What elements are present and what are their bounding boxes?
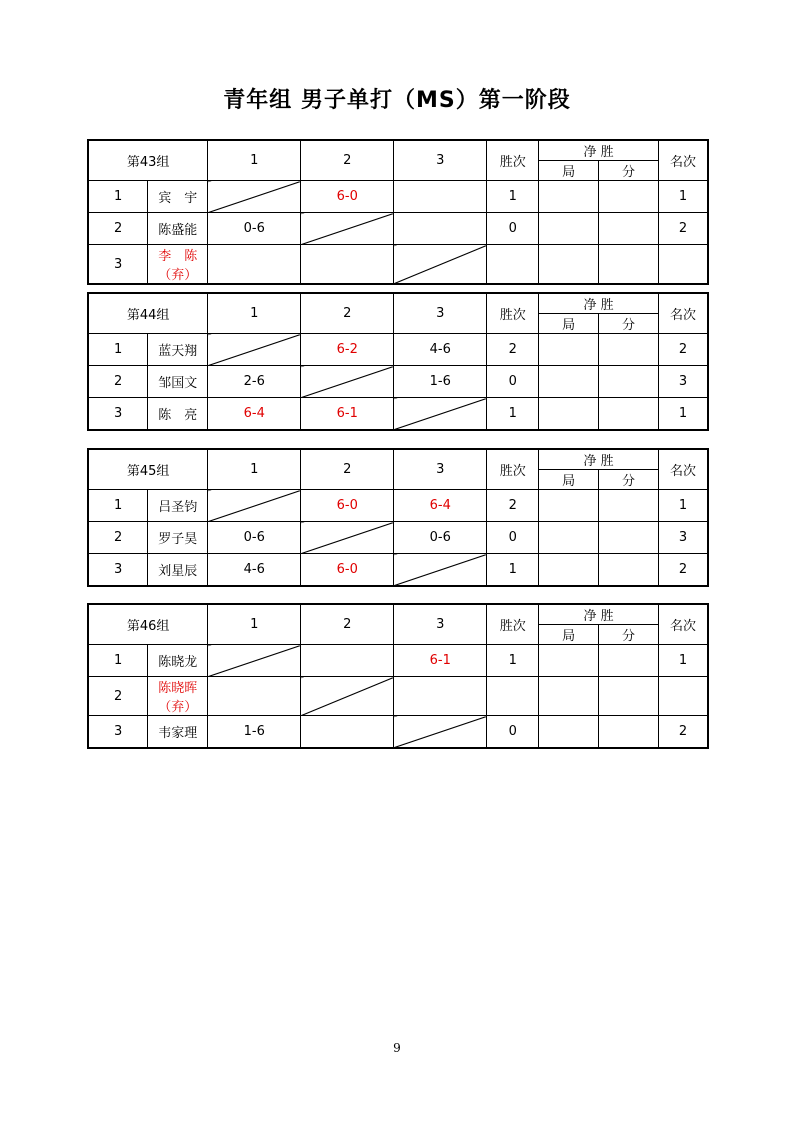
- wins-cell: 1: [487, 181, 539, 213]
- score-cell: [208, 677, 301, 716]
- net-points-cell: [599, 245, 659, 285]
- score-cell: 4-6: [208, 554, 301, 587]
- page-title: 青年组 男子单打（MS）第一阶段: [223, 88, 571, 113]
- score-cell: 6-4: [394, 490, 487, 522]
- rank-cell: 1: [659, 398, 709, 431]
- score-cell: [394, 677, 487, 716]
- rank-header: 名次: [659, 604, 709, 645]
- net-title: 净 胜: [539, 450, 658, 470]
- net-points-cell: [599, 554, 659, 587]
- rank-cell: 1: [659, 490, 709, 522]
- diagonal-cell: [301, 366, 394, 398]
- column-header: 1: [208, 449, 301, 490]
- rank-cell: 1: [659, 645, 709, 677]
- score-cell: 0-6: [208, 213, 301, 245]
- player-name: 陈晓晖（弃）: [148, 677, 208, 716]
- net-games-cell: [539, 366, 599, 398]
- group-table: [87, 448, 709, 587]
- net-games-header: 局: [539, 314, 599, 333]
- net-header: [539, 140, 659, 181]
- group-header-row: [88, 293, 708, 334]
- column-header: 3: [394, 604, 487, 645]
- net-points-cell: [599, 366, 659, 398]
- net-games-cell: [539, 522, 599, 554]
- score-cell: [301, 716, 394, 749]
- diagonal-cell: [394, 716, 487, 749]
- wins-header: 胜次: [487, 140, 539, 181]
- group-header-row: [88, 604, 708, 645]
- player-name: 李 陈（弃）: [148, 245, 208, 285]
- rank-header: 名次: [659, 140, 709, 181]
- diagonal-cell: [208, 334, 301, 366]
- group-label: 第44组: [88, 293, 208, 334]
- net-points-cell: [599, 677, 659, 716]
- net-games-header: 局: [539, 625, 599, 644]
- player-row: [88, 716, 708, 749]
- seed-number: 3: [88, 716, 148, 749]
- rank-cell: 3: [659, 366, 709, 398]
- score-cell: 6-4: [208, 398, 301, 431]
- seed-number: 2: [88, 677, 148, 716]
- column-header: 3: [394, 449, 487, 490]
- net-games-cell: [539, 677, 599, 716]
- player-row: [88, 677, 708, 716]
- net-header: [539, 449, 659, 490]
- diagonal-cell: [208, 645, 301, 677]
- player-row: [88, 645, 708, 677]
- column-header: 2: [301, 140, 394, 181]
- group-label: 第46组: [88, 604, 208, 645]
- net-points-cell: [599, 181, 659, 213]
- net-games-header: 局: [539, 470, 599, 489]
- player-name: 吕圣钧: [148, 490, 208, 522]
- rank-cell: 2: [659, 554, 709, 587]
- score-cell: 1-6: [208, 716, 301, 749]
- score-cell: [301, 645, 394, 677]
- score-cell: [394, 213, 487, 245]
- net-games-cell: [539, 716, 599, 749]
- seed-number: 3: [88, 245, 148, 285]
- wins-cell: 0: [487, 716, 539, 749]
- net-points-cell: [599, 490, 659, 522]
- score-cell: 6-1: [394, 645, 487, 677]
- rank-header: 名次: [659, 293, 709, 334]
- seed-number: 2: [88, 366, 148, 398]
- column-header: 2: [301, 604, 394, 645]
- column-header: 2: [301, 293, 394, 334]
- wins-cell: [487, 677, 539, 716]
- group-label: 第45组: [88, 449, 208, 490]
- score-cell: [394, 181, 487, 213]
- column-header: 3: [394, 140, 487, 181]
- diagonal-cell: [301, 522, 394, 554]
- diagonal-cell: [394, 245, 487, 285]
- column-header: 1: [208, 140, 301, 181]
- seed-number: 2: [88, 213, 148, 245]
- group-header-row: [88, 449, 708, 490]
- net-games-cell: [539, 334, 599, 366]
- column-header: 1: [208, 293, 301, 334]
- score-cell: 0-6: [208, 522, 301, 554]
- net-points-header: 分: [622, 318, 636, 333]
- net-points-header: 分: [622, 165, 636, 180]
- diagonal-cell: [394, 398, 487, 431]
- wins-header: 胜次: [487, 604, 539, 645]
- net-games-cell: [539, 554, 599, 587]
- rank-cell: 1: [659, 181, 709, 213]
- wins-cell: 0: [487, 366, 539, 398]
- net-title: 净 胜: [539, 294, 658, 314]
- player-name: 罗子昊: [148, 522, 208, 554]
- group-table: [87, 292, 709, 431]
- player-row: [88, 181, 708, 213]
- seed-number: 1: [88, 334, 148, 366]
- wins-cell: 1: [487, 645, 539, 677]
- diagonal-cell: [301, 213, 394, 245]
- player-name: 宾 宇: [148, 181, 208, 213]
- column-header: 2: [301, 449, 394, 490]
- page-number: 9: [393, 1041, 401, 1055]
- group-header-row: [88, 140, 708, 181]
- diagonal-cell: [208, 490, 301, 522]
- seed-number: 1: [88, 490, 148, 522]
- net-games-cell: [539, 645, 599, 677]
- diagonal-cell: [208, 181, 301, 213]
- net-header: [539, 293, 659, 334]
- seed-number: 1: [88, 181, 148, 213]
- net-games-cell: [539, 398, 599, 431]
- score-cell: 6-0: [301, 181, 394, 213]
- group-label: 第43组: [88, 140, 208, 181]
- wins-header: 胜次: [487, 293, 539, 334]
- net-points-cell: [599, 645, 659, 677]
- column-header: 1: [208, 604, 301, 645]
- wins-cell: 0: [487, 522, 539, 554]
- seed-number: 2: [88, 522, 148, 554]
- player-name: 蓝天翔: [148, 334, 208, 366]
- diagonal-cell: [301, 677, 394, 716]
- player-name: 刘星辰: [148, 554, 208, 587]
- player-name: 邹国文: [148, 366, 208, 398]
- player-row: [88, 490, 708, 522]
- player-name: 陈晓龙: [148, 645, 208, 677]
- wins-cell: 0: [487, 213, 539, 245]
- score-cell: 2-6: [208, 366, 301, 398]
- score-cell: 6-2: [301, 334, 394, 366]
- player-row: [88, 522, 708, 554]
- net-title: 净 胜: [539, 141, 658, 161]
- rank-cell: 3: [659, 522, 709, 554]
- score-cell: 4-6: [394, 334, 487, 366]
- net-points-header: 分: [622, 474, 636, 489]
- net-points-cell: [599, 398, 659, 431]
- net-title: 净 胜: [539, 605, 658, 625]
- wins-cell: 2: [487, 490, 539, 522]
- diagonal-cell: [394, 554, 487, 587]
- column-header: 3: [394, 293, 487, 334]
- player-row: [88, 366, 708, 398]
- net-games-cell: [539, 181, 599, 213]
- wins-cell: 1: [487, 398, 539, 431]
- player-row: [88, 398, 708, 431]
- net-games-cell: [539, 245, 599, 285]
- player-row: [88, 245, 708, 285]
- seed-number: 3: [88, 398, 148, 431]
- rank-cell: [659, 245, 709, 285]
- score-cell: 6-0: [301, 490, 394, 522]
- rank-cell: [659, 677, 709, 716]
- score-cell: [208, 245, 301, 285]
- score-cell: 6-0: [301, 554, 394, 587]
- wins-header: 胜次: [487, 449, 539, 490]
- player-name: 陈 亮: [148, 398, 208, 431]
- net-points-cell: [599, 522, 659, 554]
- rank-cell: 2: [659, 716, 709, 749]
- net-games-cell: [539, 490, 599, 522]
- seed-number: 3: [88, 554, 148, 587]
- net-games-header: 局: [539, 161, 599, 180]
- net-points-cell: [599, 213, 659, 245]
- seed-number: 1: [88, 645, 148, 677]
- player-name: 韦家理: [148, 716, 208, 749]
- player-name: 陈盛能: [148, 213, 208, 245]
- score-cell: 0-6: [394, 522, 487, 554]
- group-table: [87, 603, 709, 749]
- net-points-header: 分: [622, 629, 636, 644]
- group-table: [87, 139, 709, 285]
- net-points-cell: [599, 334, 659, 366]
- net-games-cell: [539, 213, 599, 245]
- wins-cell: 1: [487, 554, 539, 587]
- player-row: [88, 554, 708, 587]
- wins-cell: 2: [487, 334, 539, 366]
- player-row: [88, 213, 708, 245]
- score-cell: [301, 245, 394, 285]
- wins-cell: [487, 245, 539, 285]
- net-header: [539, 604, 659, 645]
- score-cell: 1-6: [394, 366, 487, 398]
- rank-header: 名次: [659, 449, 709, 490]
- net-points-cell: [599, 716, 659, 749]
- player-row: [88, 334, 708, 366]
- score-cell: 6-1: [301, 398, 394, 431]
- rank-cell: 2: [659, 334, 709, 366]
- rank-cell: 2: [659, 213, 709, 245]
